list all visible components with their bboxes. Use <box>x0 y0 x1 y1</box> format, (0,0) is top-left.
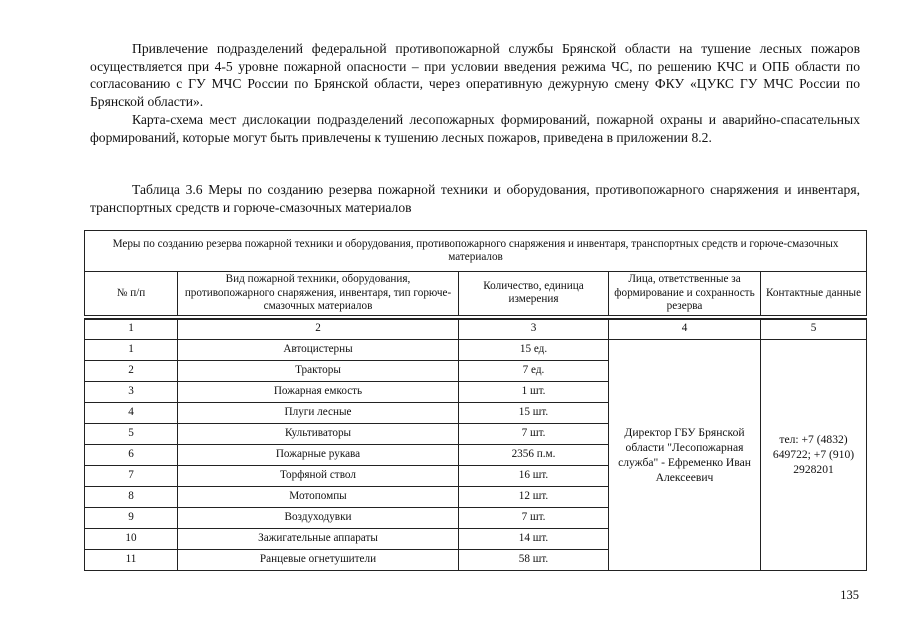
row-number: 5 <box>85 423 178 444</box>
row-number: 10 <box>85 528 178 549</box>
row-number: 2 <box>85 360 178 381</box>
table-row <box>85 339 867 360</box>
header-responsible: Лица, ответственные за формирование и сохранность резерва <box>609 272 761 316</box>
table-title: Меры по созданию резерва пожарной техники и оборудования, противопожарного снаряжения и инвентаря, транспортных средств и горюче-смазочных материалов <box>85 231 867 272</box>
paragraph-map-scheme: Карта-схема мест дислокации подразделений лесопожарных формирований, пожарной охраны и аварийно-спасательных формирований, которые могут быть привлечены к тушению лесных пожаров, приведена в приложении 8.2. <box>90 112 860 145</box>
row-quantity: 7 шт. <box>459 507 609 528</box>
row-quantity: 12 шт. <box>459 486 609 507</box>
row-number: 11 <box>85 549 178 570</box>
paragraph-fire-service-involvement: Привлечение подразделений федеральной противопожарной службы Брянской области на тушение лесных пожаров осуществляется при 4-5 уровне пожарной опасности – при условии введения режима ЧС, по решению КЧС и ОПБ области по согласованию с ГУ МЧС России по Брянской области, через оперативную дежурную смену ФКУ «ЦУКС ГУ МЧС России по Брянской области». <box>90 41 860 109</box>
row-number: 7 <box>85 465 178 486</box>
row-number: 4 <box>85 402 178 423</box>
table-header-row <box>85 272 867 316</box>
column-number: 1 <box>85 319 178 340</box>
contact-details: тел: +7 (4832) 649722; +7 (910) 2928201 <box>761 339 867 570</box>
row-item: Мотопомпы <box>178 486 459 507</box>
table-caption: Таблица 3.6 Меры по созданию резерва пожарной техники и оборудования, противопожарного снаряжения и инвентаря, транспортных средств и горюче-смазочных материалов <box>90 182 860 215</box>
header-quantity: Количество, единица измерения <box>459 272 609 316</box>
row-quantity: 15 ед. <box>459 339 609 360</box>
header-number: № п/п <box>85 272 178 316</box>
row-item: Торфяной ствол <box>178 465 459 486</box>
responsible-person: Директор ГБУ Брянской области "Лесопожарная служба" - Ефременко Иван Алексеевич <box>609 339 761 570</box>
row-number: 8 <box>85 486 178 507</box>
table-title-row <box>85 231 867 272</box>
row-quantity: 7 ед. <box>459 360 609 381</box>
header-item-type: Вид пожарной техники, оборудования, противопожарного снаряжения, инвентаря, тип горюче-смазочных материалов <box>178 272 459 316</box>
row-item: Воздуходувки <box>178 507 459 528</box>
row-item: Пожарные рукава <box>178 444 459 465</box>
row-item: Культиваторы <box>178 423 459 444</box>
row-quantity: 58 шт. <box>459 549 609 570</box>
row-item: Зажигательные аппараты <box>178 528 459 549</box>
column-number: 5 <box>761 319 867 340</box>
column-number: 3 <box>459 319 609 340</box>
row-quantity: 16 шт. <box>459 465 609 486</box>
row-quantity: 14 шт. <box>459 528 609 549</box>
row-number: 9 <box>85 507 178 528</box>
row-quantity: 2356 п.м. <box>459 444 609 465</box>
row-item: Плуги лесные <box>178 402 459 423</box>
page-number: 135 <box>840 588 859 602</box>
row-quantity: 15 шт. <box>459 402 609 423</box>
row-number: 3 <box>85 381 178 402</box>
column-numbers-row <box>85 319 867 340</box>
row-quantity: 1 шт. <box>459 381 609 402</box>
row-item: Пожарная емкость <box>178 381 459 402</box>
column-number: 2 <box>178 319 459 340</box>
column-number: 4 <box>609 319 761 340</box>
row-item: Автоцистерны <box>178 339 459 360</box>
header-contacts: Контактные данные <box>761 272 867 316</box>
row-number: 1 <box>85 339 178 360</box>
row-item: Ранцевые огнетушители <box>178 549 459 570</box>
row-number: 6 <box>85 444 178 465</box>
row-item: Тракторы <box>178 360 459 381</box>
reserve-measures-table <box>84 230 867 571</box>
row-quantity: 7 шт. <box>459 423 609 444</box>
